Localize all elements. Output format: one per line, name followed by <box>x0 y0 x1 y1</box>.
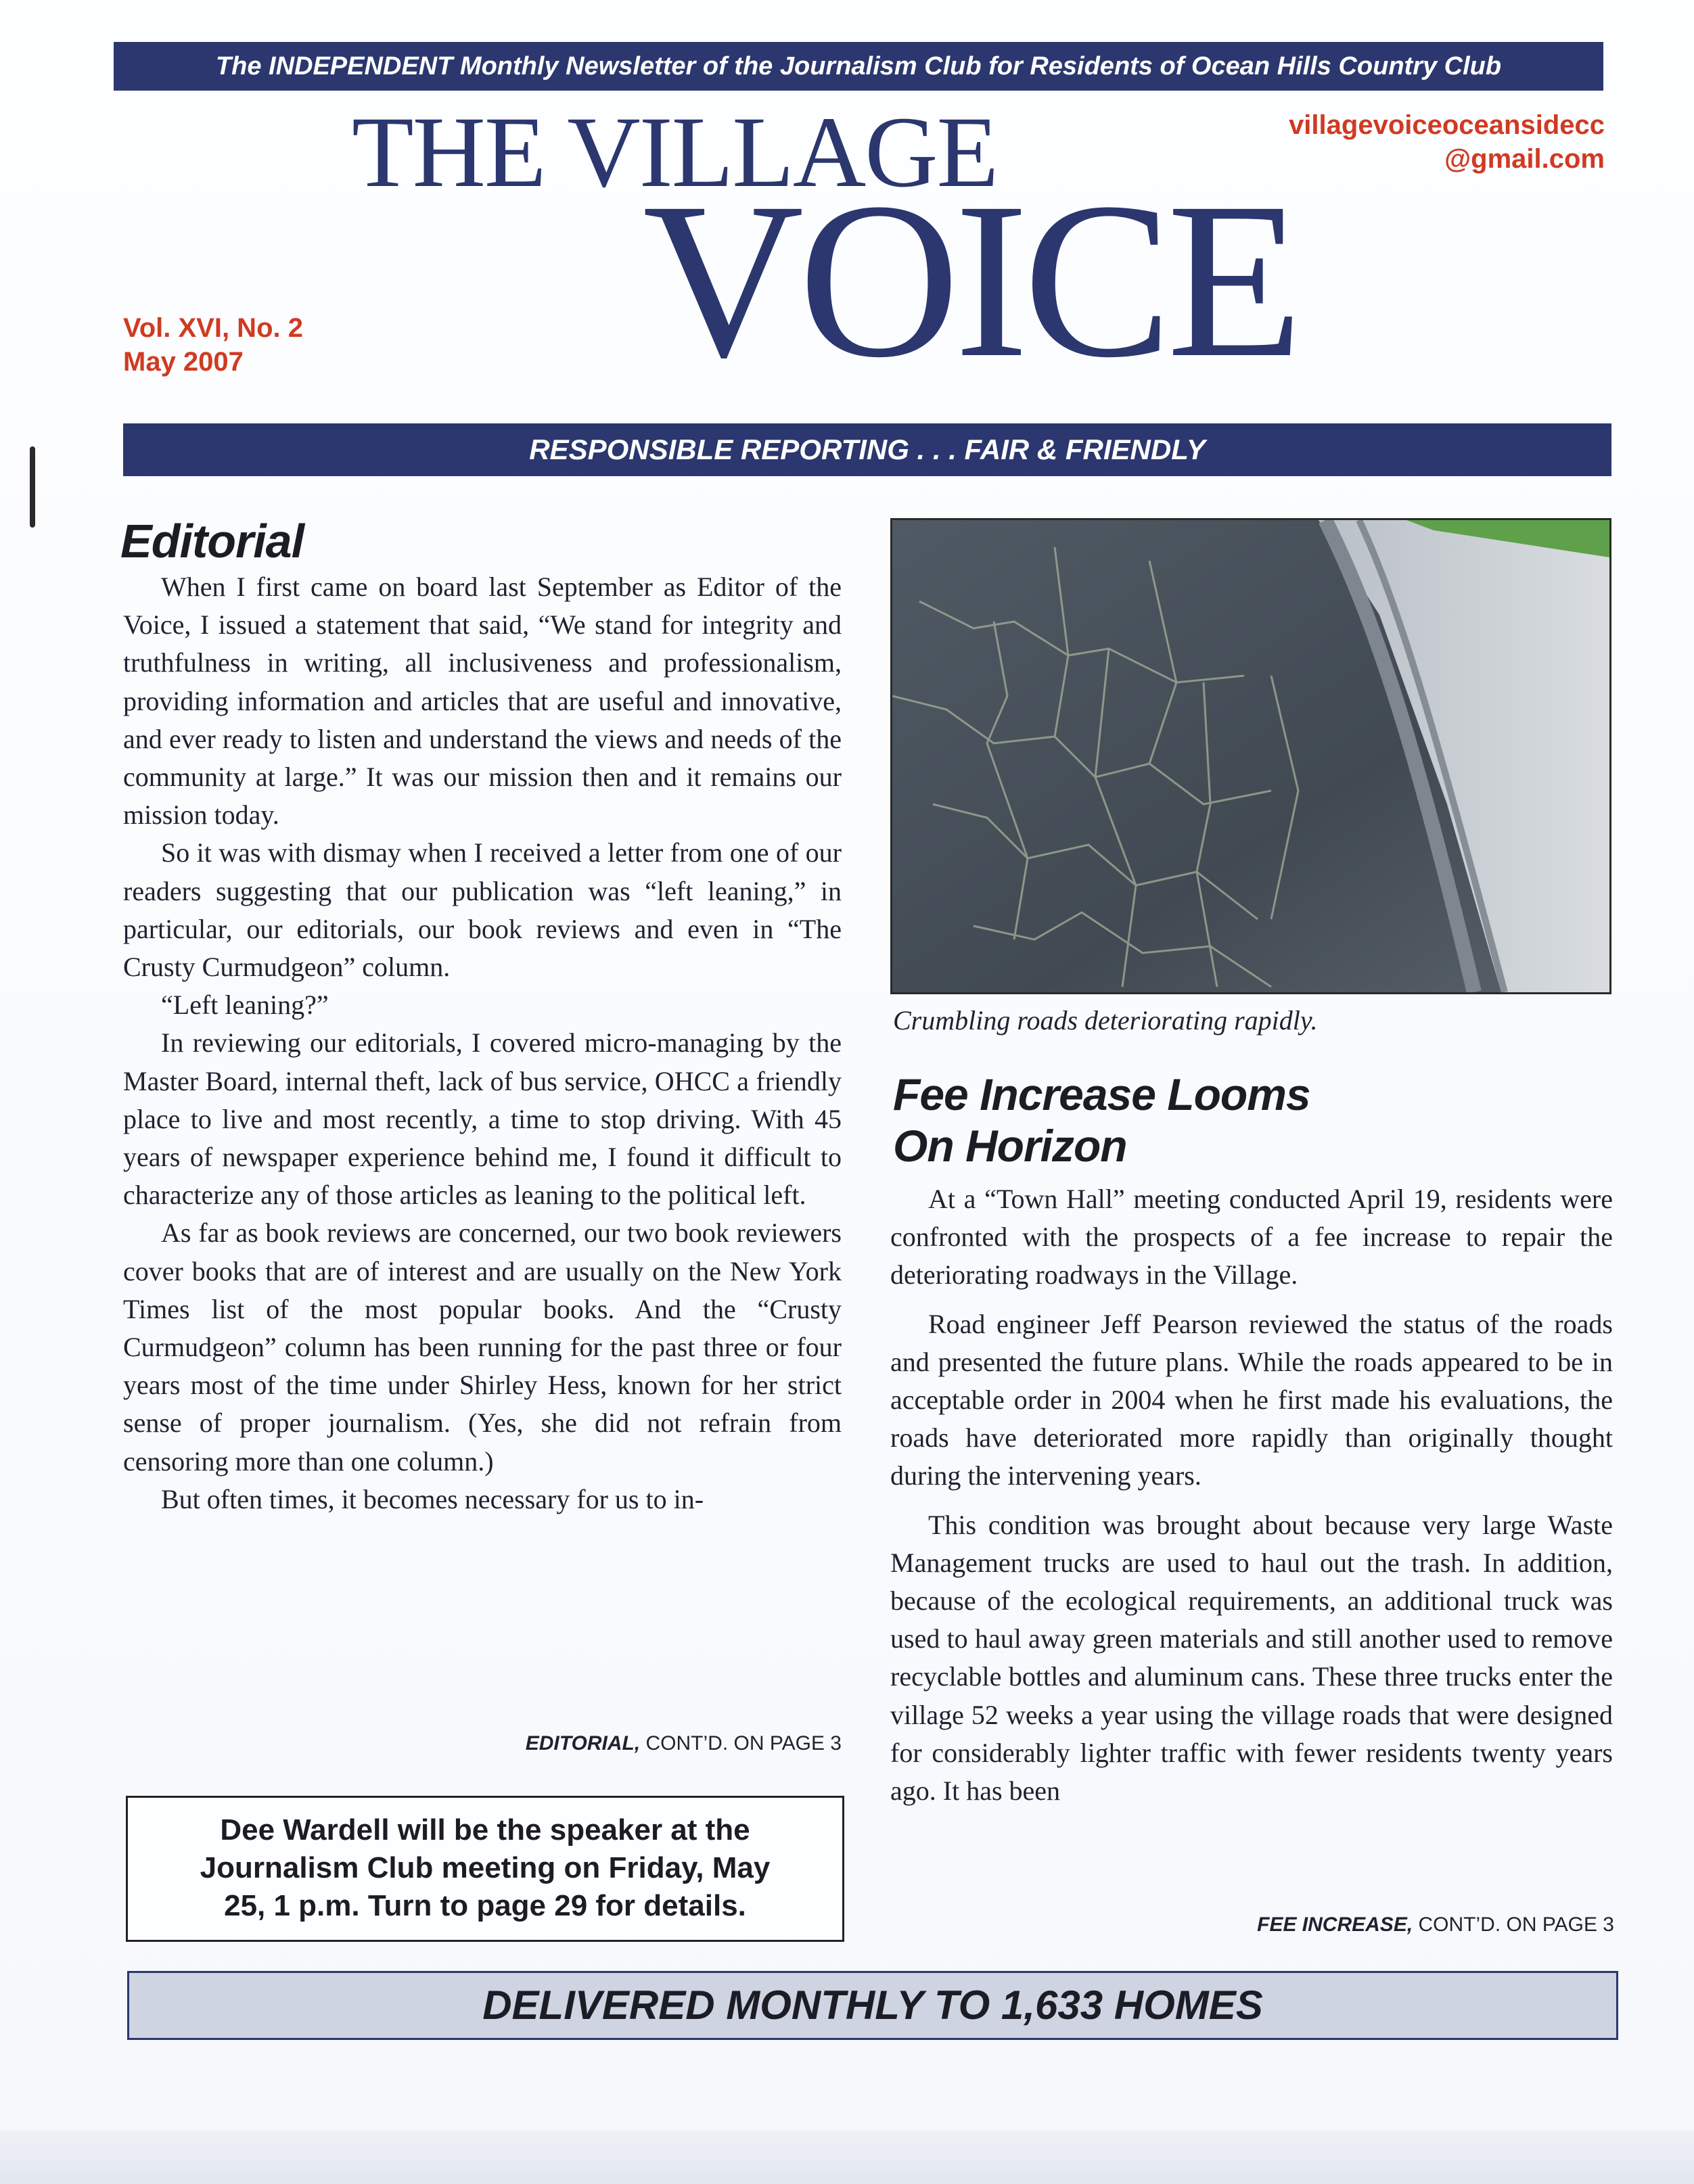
editorial-body <box>123 568 842 1518</box>
page-bottom-edge <box>0 2131 1694 2184</box>
fee-continued-note <box>890 1913 1614 1937</box>
editorial-paragraph: As far as book reviews are concerned, our two book reviewers cover books that are of interest and are usually on the New York Times list of the most popular books. And the “Crusty Curmudgeon” column has been running for the past three or four years most of the time under Shirley Hess, known for her strict sense of proper journalism. (Yes, she did not refrain from censoring more than one column.) <box>123 1217 842 1477</box>
road-photo <box>890 518 1611 994</box>
photo-caption: Crumbling roads deteriorating rapidly. <box>893 1005 1318 1036</box>
fee-article-body <box>890 1180 1613 1810</box>
notice-line: Dee Wardell will be the speaker at the <box>220 1813 750 1846</box>
notice-line: 25, 1 p.m. Turn to page 29 for details. <box>224 1889 746 1922</box>
editorial-paragraph: When I first came on board last September as Editor of the Voice, I issued a statement that said, “We stand for integrity and truthfulness in writing, all inclusiveness and professionalism, providing information and articles that are useful and innovative, and ever ready to listen and understand the views and needs of the community at large.” It was our mission then and it remains our mission today. <box>123 572 842 831</box>
editorial-continued-note <box>123 1732 842 1756</box>
masthead-title-voice: VOICE <box>643 157 1298 404</box>
top-banner: The INDEPENDENT Monthly Newsletter of the Journalism Club for Residents of Ocean Hills Country Club <box>114 42 1603 91</box>
editorial-paragraph: But often times, it becomes necessary for us to in- <box>161 1483 704 1514</box>
fee-continued-text: CONT’D. ON PAGE 3 <box>1413 1913 1614 1936</box>
tagline-banner: RESPONSIBLE REPORTING . . . FAIR & FRIENDLY <box>123 423 1611 476</box>
editorial-continued-label: EDITORIAL, <box>525 1732 641 1755</box>
fee-continued-label: FEE INCREASE, <box>1257 1913 1413 1936</box>
issue-date: May 2007 <box>123 347 244 377</box>
email-line-1: villagevoiceoceansidecc <box>1289 110 1605 140</box>
fee-article-paragraph: This condition was brought about because very large Waste Management trucks are used to haul out the trash. In addition, because of the ecological requirements, an additional truck was used to haul away green materials and still another used to remove recyclable bottles and aluminum cans. These three trucks enter the village 52 weeks a year using the village roads that were designed for considerably lighter traffic with fewer residents twenty years ago. It has been <box>890 1509 1613 1807</box>
delivery-banner: DELIVERED MONTHLY TO 1,633 HOMES <box>127 1971 1618 2040</box>
fee-article-heading <box>893 1069 1570 1171</box>
editorial-paragraph: In reviewing our editorials, I covered micro-managing by the Master Board, internal theft, lack of bus service, OHCC a friendly place to live and most recently, a time to stop driving. With 45 years of newspaper experience behind me, I found it difficult to characterize any of those articles as leaning to the political left. <box>123 1027 842 1211</box>
editorial-paragraph: So it was with dismay when I received a letter from one of our readers suggesting that our publication was “left leaning,” in particular, our editorials, our book reviews and even in “The Crusty Curmudgeon” column. <box>123 837 842 983</box>
road-photo-icon <box>892 520 1609 992</box>
notice-line: Journalism Club meeting on Friday, May <box>200 1851 771 1884</box>
email-line-2: @gmail.com <box>1444 144 1605 174</box>
fee-heading-line-2: On Horizon <box>893 1121 1127 1171</box>
fee-article-paragraph: At a “Town Hall” meeting conducted April 19, residents were confronted with the prospects of a fee increase to repair the deteriorating roadways in the Village. <box>890 1184 1613 1291</box>
fee-heading-line-1: Fee Increase Looms <box>893 1069 1310 1119</box>
speaker-notice-box <box>126 1796 844 1942</box>
binding-edge <box>30 446 35 528</box>
editorial-continued-text: CONT’D. ON PAGE 3 <box>640 1732 842 1755</box>
fee-article-paragraph: Road engineer Jeff Pearson reviewed the status of the roads and presented the future plans. While the roads appeared to be in acceptable order in 2004 when he first made his evaluations, the roads have deteriorated more rapidly than originally thought during the intervening years. <box>890 1308 1613 1491</box>
editorial-paragraph: “Left leaning?” <box>161 990 329 1021</box>
editorial-heading: Editorial <box>120 515 304 567</box>
masthead-title-top: THE VILLAGE <box>352 96 998 208</box>
issue-volume: Vol. XVI, No. 2 <box>123 313 303 343</box>
issue-info <box>123 311 407 379</box>
